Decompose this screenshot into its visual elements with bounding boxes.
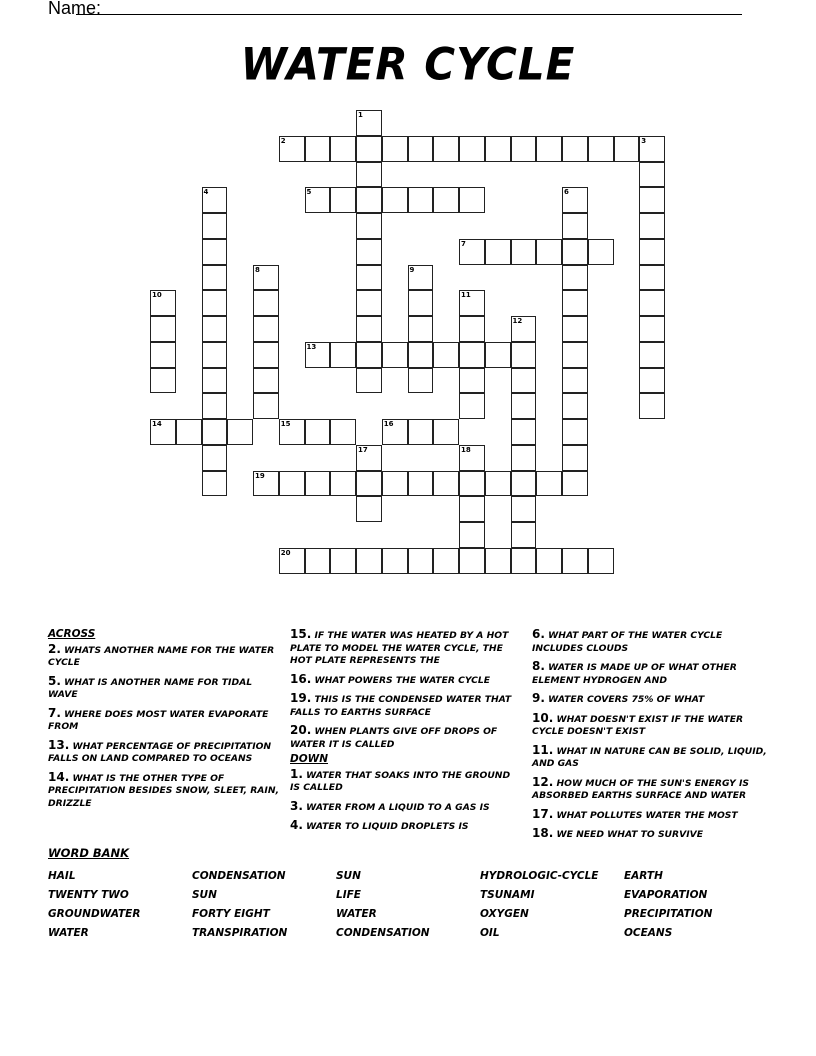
- word-bank-item: WATER: [48, 927, 89, 939]
- crossword-cell[interactable]: [356, 342, 382, 368]
- crossword-cell[interactable]: [356, 445, 382, 471]
- crossword-cell[interactable]: [202, 213, 228, 239]
- clue-across-20: 20. WHEN PLANTS GIVE OFF DROPS OF WATER IT IS CALLED: [290, 723, 498, 750]
- word-bank-item: TSUNAMI: [480, 889, 535, 901]
- crossword-cell[interactable]: [511, 419, 537, 445]
- crossword-cell[interactable]: [150, 368, 176, 394]
- crossword-cell[interactable]: [408, 471, 434, 497]
- crossword-cell[interactable]: [202, 471, 228, 497]
- clues-column-3: [532, 628, 768, 847]
- crossword-cell[interactable]: [356, 265, 382, 291]
- crossword-cell[interactable]: [330, 136, 356, 162]
- crossword-cell[interactable]: [408, 290, 434, 316]
- clue-number: 7: [461, 239, 466, 248]
- crossword-cell[interactable]: [279, 136, 305, 162]
- word-bank-item: EVAPORATION: [624, 889, 708, 901]
- crossword-cell[interactable]: [150, 342, 176, 368]
- crossword-cell[interactable]: [485, 548, 511, 574]
- crossword-cell[interactable]: [305, 136, 331, 162]
- across-heading: ACROSS: [48, 628, 96, 640]
- word-bank-item: OIL: [480, 927, 500, 939]
- clue-across-13: 13. WHAT PERCENTAGE OF PRECIPITATION FALLS ON LAND COMPARED TO OCEANS: [48, 737, 272, 764]
- crossword-cell[interactable]: [459, 471, 485, 497]
- clue-number: 1: [358, 111, 363, 119]
- crossword-cell[interactable]: [356, 136, 382, 162]
- word-bank-item: TWENTY TWO: [48, 889, 129, 901]
- crossword-cell[interactable]: [433, 342, 459, 368]
- crossword-cell[interactable]: [408, 548, 434, 574]
- clue-number: 5: [306, 188, 312, 197]
- clue-across-15: 15. IF THE WATER WAS HEATED BY A HOT PLATE TO MODEL THE WATER CYCLE, THE HOT PLATE REPRESENTS THE: [290, 627, 509, 666]
- crossword-cell[interactable]: [305, 471, 331, 497]
- crossword-cell[interactable]: [382, 548, 408, 574]
- clue-number: 17: [358, 445, 368, 454]
- crossword-cell[interactable]: [588, 136, 614, 162]
- clue-down-17: 17. WHAT POLLUTES WATER THE MOST: [532, 806, 738, 821]
- crossword-cell[interactable]: [408, 316, 434, 342]
- crossword-cell[interactable]: [356, 496, 382, 522]
- clue-number: 18: [461, 445, 471, 454]
- clue-number: 15: [280, 420, 291, 428]
- crossword-cell[interactable]: [562, 419, 588, 445]
- crossword-cell[interactable]: [562, 393, 588, 419]
- clue-down-18: 18. WE NEED WHAT TO SURVIVE: [532, 826, 704, 840]
- crossword-cell[interactable]: [330, 548, 356, 574]
- crossword-cell[interactable]: [305, 419, 331, 445]
- word-bank-item: OXYGEN: [480, 908, 529, 920]
- crossword-cell[interactable]: [511, 136, 537, 162]
- crossword-cell[interactable]: [511, 522, 537, 548]
- clue-number: 9: [409, 265, 415, 274]
- word-bank-item: PRECIPITATION: [624, 908, 713, 920]
- crossword-cell[interactable]: [433, 136, 459, 162]
- clue-across-14: 14. WHAT IS THE OTHER TYPE OF PRECIPITATION BESIDES SNOW, SLEET, RAIN, DRIZZLE: [48, 769, 280, 809]
- crossword-cell[interactable]: [150, 290, 176, 316]
- crossword-cell[interactable]: [356, 239, 382, 265]
- crossword-cell[interactable]: [588, 239, 614, 265]
- clue-number: 6: [564, 188, 569, 197]
- crossword-cell[interactable]: [639, 290, 665, 316]
- crossword-cell[interactable]: [202, 342, 228, 368]
- crossword-cell[interactable]: [356, 162, 382, 188]
- crossword-cell[interactable]: [562, 342, 588, 368]
- crossword-cell[interactable]: [305, 187, 331, 213]
- crossword-cell[interactable]: [253, 342, 279, 368]
- crossword-cell[interactable]: [459, 187, 485, 213]
- crossword-cell[interactable]: [150, 419, 176, 445]
- crossword-cell[interactable]: [356, 471, 382, 497]
- crossword-cell[interactable]: [382, 471, 408, 497]
- crossword-cell[interactable]: [253, 393, 279, 419]
- crossword-cell[interactable]: [356, 316, 382, 342]
- crossword-cell[interactable]: [511, 445, 537, 471]
- clue-number: 12: [512, 317, 523, 325]
- crossword-cell[interactable]: [511, 342, 537, 368]
- clue-across-16: 16. WHAT POWERS THE WATER CYCLE: [290, 671, 491, 686]
- crossword-cell[interactable]: [382, 419, 408, 445]
- clue-number: 10: [152, 291, 162, 300]
- word-bank-item: WATER: [336, 908, 377, 920]
- clue-across-2: 2. WHATS ANOTHER NAME FOR THE WATER CYCLE: [48, 641, 275, 668]
- clue-number: 13: [306, 342, 317, 351]
- crossword-cell[interactable]: [202, 316, 228, 342]
- word-bank-item: HAIL: [48, 870, 76, 882]
- crossword-cell[interactable]: [562, 471, 588, 497]
- crossword-cell[interactable]: [562, 290, 588, 316]
- crossword-cell[interactable]: [639, 316, 665, 342]
- crossword-cell[interactable]: [562, 239, 588, 265]
- crossword-cell[interactable]: [253, 471, 279, 497]
- clue-down-9: 9. WATER COVERS 75% OF WHAT: [532, 691, 705, 705]
- crossword-cell[interactable]: [588, 548, 614, 574]
- crossword-cell[interactable]: [305, 548, 331, 574]
- word-bank-item: CONDENSATION: [192, 870, 286, 882]
- crossword-cell[interactable]: [485, 342, 511, 368]
- clue-number: 16: [383, 420, 394, 428]
- crossword-cell[interactable]: [511, 368, 537, 394]
- crossword-cell[interactable]: [562, 136, 588, 162]
- word-bank-item: FORTY EIGHT: [192, 908, 270, 920]
- word-bank-item: SUN: [192, 889, 217, 901]
- crossword-cell[interactable]: [536, 239, 562, 265]
- crossword-cell[interactable]: [459, 239, 485, 265]
- crossword-cell[interactable]: [639, 136, 665, 162]
- clue-down-12: 12. HOW MUCH OF THE SUN'S ENERGY IS ABSORBED EARTHS SURFACE AND WATER: [532, 774, 750, 801]
- crossword-cell[interactable]: [279, 419, 305, 445]
- crossword-cell[interactable]: [227, 419, 253, 445]
- word-bank-item: LIFE: [336, 889, 361, 901]
- crossword-cell[interactable]: [562, 548, 588, 574]
- crossword-cell[interactable]: [639, 162, 665, 188]
- crossword-cell[interactable]: [485, 471, 511, 497]
- crossword-cell[interactable]: [382, 342, 408, 368]
- crossword-cell[interactable]: [433, 419, 459, 445]
- name-label: Name:: [48, 0, 102, 18]
- crossword-cell[interactable]: [433, 471, 459, 497]
- crossword-cell[interactable]: [639, 393, 665, 419]
- crossword-cell[interactable]: [459, 290, 485, 316]
- crossword-cell[interactable]: [408, 419, 434, 445]
- word-bank-heading: WORD BANK: [48, 846, 130, 860]
- crossword-cell[interactable]: [562, 187, 588, 213]
- crossword-cell[interactable]: [485, 239, 511, 265]
- crossword-cell[interactable]: [356, 368, 382, 394]
- crossword-cell[interactable]: [356, 548, 382, 574]
- clue-number: 14: [152, 420, 162, 428]
- word-bank: [48, 870, 768, 939]
- clues-column-1: [48, 628, 280, 815]
- crossword-cell[interactable]: [459, 393, 485, 419]
- crossword-cell[interactable]: [433, 187, 459, 213]
- crossword-cell[interactable]: [330, 471, 356, 497]
- crossword-cell[interactable]: [485, 136, 511, 162]
- crossword-cell[interactable]: [511, 496, 537, 522]
- crossword-cell[interactable]: [253, 265, 279, 291]
- crossword-cell[interactable]: [253, 368, 279, 394]
- clue-down-1: 1. WATER THAT SOAKS INTO THE GROUND IS CALLED: [290, 766, 511, 793]
- clue-down-4: 4. WATER TO LIQUID DROPLETS IS: [290, 818, 469, 832]
- crossword-cell[interactable]: [614, 136, 640, 162]
- crossword-cell[interactable]: [562, 368, 588, 394]
- word-bank-item: HYDROLOGIC-CYCLE: [480, 870, 599, 882]
- crossword-cell[interactable]: [382, 136, 408, 162]
- crossword-cell[interactable]: [305, 342, 331, 368]
- crossword-cell[interactable]: [382, 187, 408, 213]
- crossword-cell[interactable]: [279, 471, 305, 497]
- crossword-cell[interactable]: [408, 368, 434, 394]
- crossword-cell[interactable]: [202, 445, 228, 471]
- crossword-cell[interactable]: [150, 316, 176, 342]
- crossword-cell[interactable]: [408, 265, 434, 291]
- word-bank-item: GROUNDWATER: [48, 908, 141, 920]
- clue-down-11: 11. WHAT IN NATURE CAN BE SOLID, LIQUID, AND GAS: [532, 742, 767, 769]
- clue-down-3: 3. WATER FROM A LIQUID TO A GAS IS: [290, 798, 490, 813]
- crossword-cell[interactable]: [330, 419, 356, 445]
- crossword-cell[interactable]: [511, 393, 537, 419]
- crossword-cell[interactable]: [408, 342, 434, 368]
- crossword-cell[interactable]: [459, 548, 485, 574]
- clue-number: 2: [280, 136, 286, 145]
- crossword-cell[interactable]: [459, 136, 485, 162]
- crossword-cell[interactable]: [639, 213, 665, 239]
- crossword-cell[interactable]: [562, 316, 588, 342]
- word-bank-item: EARTH: [624, 870, 663, 882]
- clue-across-5: 5. WHAT IS ANOTHER NAME FOR TIDAL WAVE: [48, 673, 253, 700]
- clue-down-10: 10. WHAT DOESN'T EXIST IF THE WATER CYCLE DOESN'T EXIST: [532, 710, 744, 737]
- clue-down-6: 6. WHAT PART OF THE WATER CYCLE INCLUDES CLOUDS: [532, 627, 723, 654]
- crossword-cell[interactable]: [536, 548, 562, 574]
- crossword-cell[interactable]: [459, 342, 485, 368]
- down-heading: DOWN: [290, 753, 329, 765]
- crossword-cell[interactable]: [202, 239, 228, 265]
- crossword-cell[interactable]: [562, 445, 588, 471]
- clue-number: 8: [255, 265, 260, 274]
- crossword-cell[interactable]: [639, 239, 665, 265]
- crossword-cell[interactable]: [253, 290, 279, 316]
- crossword-cell[interactable]: [511, 471, 537, 497]
- crossword-cell[interactable]: [356, 213, 382, 239]
- clue-down-8: 8. WATER IS MADE UP OF WHAT OTHER ELEMENT HYDROGEN AND: [532, 659, 737, 686]
- crossword-cell[interactable]: [562, 265, 588, 291]
- crossword-cell[interactable]: [562, 213, 588, 239]
- crossword-cell[interactable]: [330, 342, 356, 368]
- crossword-cell[interactable]: [356, 290, 382, 316]
- word-bank-item: CONDENSATION: [336, 927, 430, 939]
- crossword-cell[interactable]: [202, 265, 228, 291]
- clue-number: 19: [255, 471, 265, 480]
- word-bank-item: OCEANS: [624, 927, 673, 939]
- crossword-cell[interactable]: [330, 187, 356, 213]
- crossword-cell[interactable]: [176, 419, 202, 445]
- page-title: WATER CYCLE: [240, 38, 576, 91]
- clue-across-19: 19. THIS IS THE CONDENSED WATER THAT FALLS TO EARTHS SURFACE: [290, 691, 512, 718]
- crossword-cell[interactable]: [511, 239, 537, 265]
- crossword-cell[interactable]: [459, 496, 485, 522]
- crossword-cell[interactable]: [253, 316, 279, 342]
- crossword-cell[interactable]: [279, 548, 305, 574]
- crossword-cell[interactable]: [408, 136, 434, 162]
- clue-across-7: 7. WHERE DOES MOST WATER EVAPORATE FROM: [48, 705, 269, 732]
- crossword-cell[interactable]: [511, 548, 537, 574]
- clue-number: 20: [280, 548, 291, 557]
- crossword-cell[interactable]: [639, 342, 665, 368]
- crossword-cell[interactable]: [433, 548, 459, 574]
- crossword-cell[interactable]: [202, 368, 228, 394]
- crossword-cell[interactable]: [459, 445, 485, 471]
- crossword-cell[interactable]: [202, 419, 228, 445]
- clue-number: 4: [203, 188, 209, 197]
- crossword-cell[interactable]: [511, 316, 537, 342]
- crossword-cell[interactable]: [202, 290, 228, 316]
- clues-column-2: [290, 628, 522, 839]
- crossword-cell[interactable]: [536, 471, 562, 497]
- crossword-cell[interactable]: [536, 136, 562, 162]
- word-bank-item: TRANSPIRATION: [192, 927, 288, 939]
- crossword-cell[interactable]: [459, 522, 485, 548]
- crossword-cell[interactable]: [202, 187, 228, 213]
- crossword-cell[interactable]: [639, 265, 665, 291]
- clue-number: 3: [641, 136, 647, 145]
- crossword-cell[interactable]: [356, 187, 382, 213]
- crossword-cell[interactable]: [639, 368, 665, 394]
- crossword-cell[interactable]: [202, 393, 228, 419]
- crossword-cell[interactable]: [459, 368, 485, 394]
- word-bank-item: SUN: [336, 870, 361, 882]
- crossword-cell[interactable]: [356, 110, 382, 136]
- crossword-cell[interactable]: [459, 316, 485, 342]
- clue-number: 11: [461, 291, 471, 300]
- crossword-cell[interactable]: [408, 187, 434, 213]
- crossword-cell[interactable]: [639, 187, 665, 213]
